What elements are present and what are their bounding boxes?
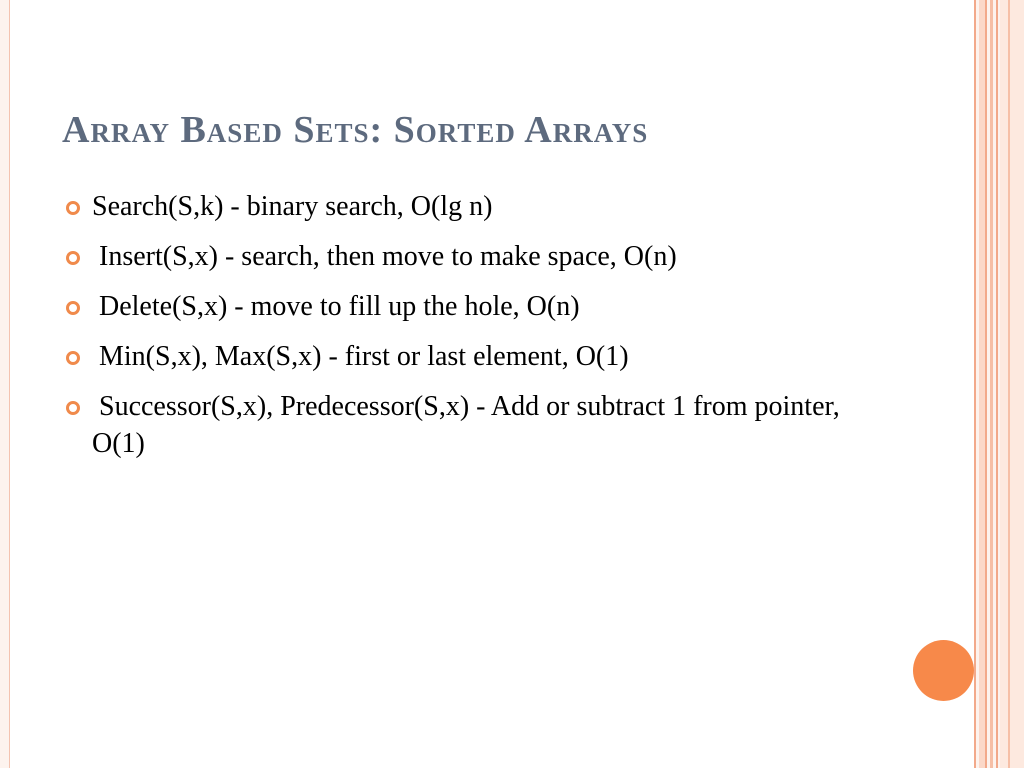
bullet-circle-icon bbox=[66, 401, 80, 415]
bullet-text: Insert(S,x) - search, then move to make space, O(n) bbox=[92, 241, 677, 272]
bullet-item bbox=[62, 338, 862, 375]
bullet-text: Delete(S,x) - move to fill up the hole, O(n) bbox=[92, 291, 580, 322]
bullet-list bbox=[62, 188, 862, 475]
bullet-text: Min(S,x), Max(S,x) - first or last element, O(1) bbox=[92, 341, 629, 372]
bullet-item bbox=[62, 388, 862, 462]
slide-title: Array Based Sets: Sorted Arrays bbox=[62, 109, 649, 151]
decorative-stripe bbox=[985, 0, 987, 768]
bullet-circle-icon bbox=[66, 301, 80, 315]
decorative-stripe bbox=[996, 0, 998, 768]
decorative-stripe bbox=[1008, 0, 1010, 768]
bullet-text: Search(S,k) - binary search, O(lg n) bbox=[92, 191, 493, 222]
bullet-circle-icon bbox=[66, 201, 80, 215]
decorative-stripe bbox=[974, 0, 976, 768]
bullet-item bbox=[62, 188, 862, 225]
bullet-text: Successor(S,x), Predecessor(S,x) - Add or subtract 1 from pointer, O(1) bbox=[92, 391, 847, 459]
bullet-circle-icon bbox=[66, 251, 80, 265]
bullet-circle-icon bbox=[66, 351, 80, 365]
bullet-item bbox=[62, 288, 862, 325]
decorative-stripe bbox=[1000, 0, 1024, 768]
decorative-circle bbox=[913, 640, 974, 701]
decorative-stripe bbox=[990, 0, 993, 768]
bullet-item bbox=[62, 238, 862, 275]
